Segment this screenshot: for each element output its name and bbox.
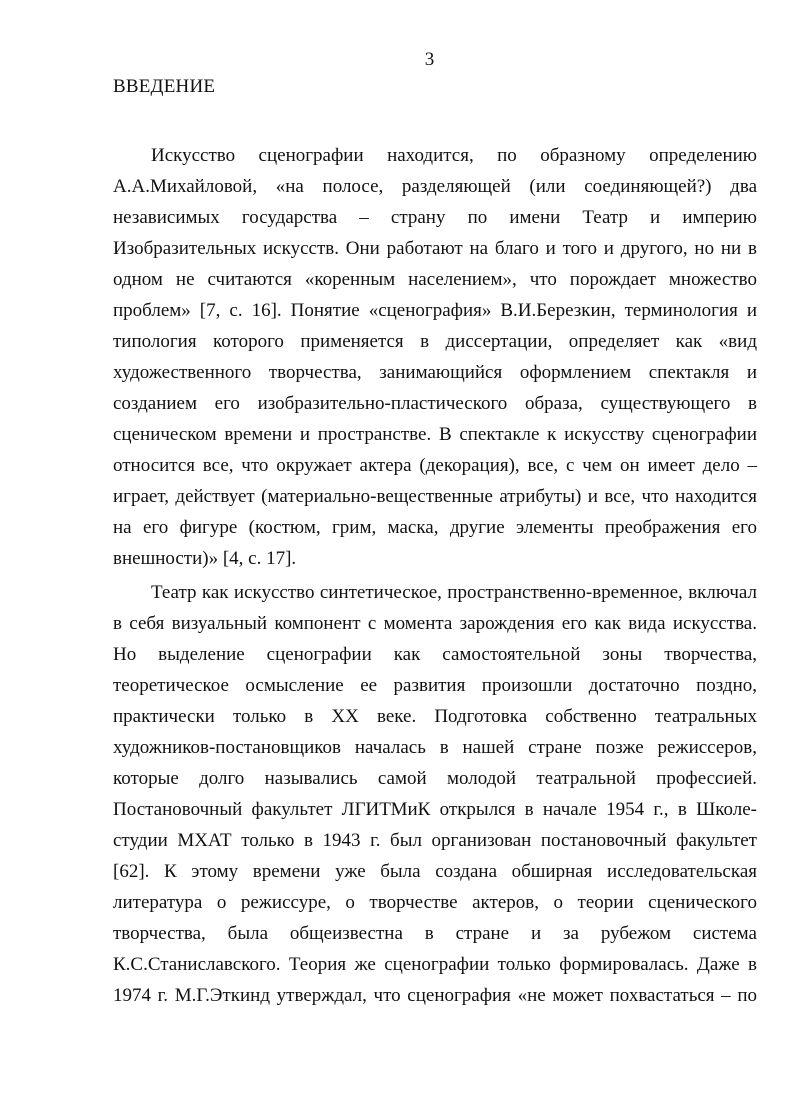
text-line: независимых государства – страну по имени Театр и империю bbox=[113, 207, 757, 228]
text-line: Искусство сценографии находится, по образному определению bbox=[151, 145, 757, 166]
paragraph-2 bbox=[113, 577, 757, 1011]
text-line: [62]. К этому времени уже была создана обширная исследовательская bbox=[113, 861, 757, 882]
text-line: творчества, была общеизвестна в стране и за рубежом система bbox=[113, 923, 757, 944]
text-line: сценическом времени и пространстве. В спектакле к искусству сценографии bbox=[113, 424, 757, 445]
text-line: играет, действует (материально-вещественные атрибуты) и все, что находится bbox=[113, 486, 757, 507]
page-number: 3 bbox=[424, 49, 435, 70]
text-line: 1974 г. М.Г.Эткинд утверждал, что сценография «не может похвастаться – по bbox=[113, 985, 757, 1006]
text-line: студии МХАТ только в 1943 г. был организован постановочный факультет bbox=[113, 830, 757, 851]
text-line: литература о режиссуре, о творчестве актеров, о теории сценического bbox=[113, 892, 757, 913]
text-line: созданием его изобразительно-пластического образа, существующего в bbox=[113, 393, 757, 414]
text-line: практически только в XX веке. Подготовка собственно театральных bbox=[113, 706, 757, 727]
text-line: в себя визуальный компонент с момента зарождения его как вида искусства. bbox=[113, 613, 757, 634]
section-heading: ВВЕДЕНИЕ bbox=[113, 76, 216, 97]
text-line: Театр как искусство синтетическое, пространственно-временное, включал bbox=[151, 582, 757, 603]
paragraph-1 bbox=[113, 140, 757, 574]
text-line: К.С.Станиславского. Теория же сценографии только формировалась. Даже в bbox=[113, 954, 757, 975]
text-line: Изобразительных искусств. Они работают на благо и того и другого, но ни в bbox=[113, 238, 757, 259]
text-line: внешности)» [4, с. 17]. bbox=[113, 548, 297, 569]
text-line: Постановочный факультет ЛГИТМиК открылся в начале 1954 г., в Школе- bbox=[113, 799, 757, 820]
text-line: типология которого применяется в диссертации, определяет как «вид bbox=[113, 331, 757, 352]
body-text bbox=[113, 140, 757, 1011]
text-line: проблем» [7, с. 16]. Понятие «сценография» В.И.Березкин, терминология и bbox=[113, 300, 757, 321]
text-line: Но выделение сценографии как самостоятельной зоны творчества, bbox=[113, 644, 757, 665]
text-line: теоретическое осмысление ее развития произошли достаточно поздно, bbox=[113, 675, 757, 696]
text-line: одном не считаются «коренным населением», что порождает множество bbox=[113, 269, 757, 290]
text-line: художественного творчества, занимающийся оформлением спектакля и bbox=[113, 362, 757, 383]
text-line: на его фигуре (костюм, грим, маска, другие элементы преображения его bbox=[113, 517, 757, 538]
text-line: художников-постановщиков началась в нашей стране позже режиссеров, bbox=[113, 737, 757, 758]
text-line: А.А.Михайловой, «на полосе, разделяющей (или соединяющей?) два bbox=[113, 176, 757, 197]
text-line: относится все, что окружает актера (декорация), все, с чем он имеет дело – bbox=[113, 455, 757, 476]
text-line: которые долго назывались самой молодой театральной профессией. bbox=[113, 768, 757, 789]
